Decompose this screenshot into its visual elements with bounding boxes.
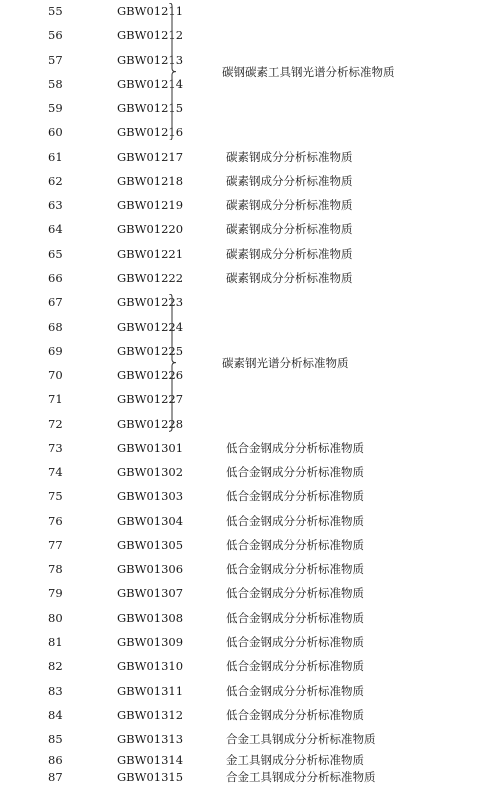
standard-code: GBW01301: [117, 440, 184, 455]
table-row: [0, 633, 500, 651]
row-number: 66: [48, 270, 63, 285]
table-row: [0, 682, 500, 700]
standard-code: GBW01212: [117, 28, 184, 43]
standard-code: GBW01225: [117, 343, 184, 358]
row-number: 68: [48, 319, 63, 334]
row-number: 84: [48, 707, 63, 722]
standard-description: 低合金钢成分分析标准物质: [226, 683, 364, 698]
standard-code: GBW01313: [117, 732, 184, 746]
standard-code: GBW01312: [117, 707, 184, 722]
standard-code: GBW01304: [117, 513, 184, 528]
table-row: [0, 220, 500, 238]
row-number: 82: [48, 659, 63, 674]
table-row: [0, 730, 500, 748]
standard-code: GBW01217: [117, 149, 184, 164]
standard-description: 低合金钢成分分析标准物质: [226, 513, 364, 528]
row-number: 59: [48, 101, 63, 116]
group-label: 碳素钢光谱分析标准物质: [222, 355, 349, 370]
standard-description: 低合金钢成分分析标准物质: [226, 610, 364, 625]
standard-description: 低合金钢成分分析标准物质: [226, 659, 364, 674]
row-number: 70: [48, 368, 63, 383]
table-row: [0, 245, 500, 263]
row-number: 61: [48, 149, 63, 164]
row-number: 62: [48, 173, 63, 188]
table-row: [0, 706, 500, 724]
table-row: [0, 196, 500, 214]
row-number: 65: [48, 246, 63, 261]
row-number: 87: [48, 770, 63, 784]
table-row: [0, 609, 500, 627]
standard-description: 合金工具钢成分分析标准物质: [226, 770, 376, 784]
row-number: 75: [48, 489, 63, 504]
standard-code: GBW01221: [117, 246, 184, 261]
table-row: [0, 269, 500, 287]
table-row: [0, 390, 500, 408]
table-row: [0, 584, 500, 602]
standard-description: 碳素钢成分分析标准物质: [226, 198, 353, 213]
standard-code: GBW01307: [117, 586, 184, 601]
standard-description: 低合金钢成分分析标准物质: [226, 465, 364, 480]
standard-description: 碳素钢成分分析标准物质: [226, 246, 353, 261]
row-number: 83: [48, 683, 63, 698]
table-row: [0, 512, 500, 530]
table-row: [0, 123, 500, 141]
standard-code: GBW01216: [117, 125, 184, 140]
row-number: 86: [48, 753, 63, 767]
table-row: [0, 657, 500, 675]
table-row: [0, 415, 500, 433]
table-row: [0, 293, 500, 311]
standard-code: GBW01218: [117, 173, 184, 188]
standard-description: 碳素钢成分分析标准物质: [226, 222, 353, 237]
standard-description: 低合金钢成分分析标准物质: [226, 635, 364, 650]
table-row: [0, 560, 500, 578]
table-row: [0, 318, 500, 336]
row-number: 78: [48, 562, 63, 577]
row-number: 55: [48, 4, 63, 18]
standard-code: GBW01303: [117, 489, 184, 504]
row-number: 63: [48, 198, 63, 213]
row-number: 60: [48, 125, 63, 140]
table-row: [0, 99, 500, 117]
row-number: 79: [48, 586, 63, 601]
row-number: 85: [48, 732, 63, 746]
standard-description: 金工具钢成分分析标准物质: [226, 753, 364, 767]
table-row: [0, 439, 500, 457]
standard-code: GBW01222: [117, 270, 184, 285]
row-number: 74: [48, 465, 63, 480]
standard-code: GBW01215: [117, 101, 184, 116]
standard-code: GBW01315: [117, 770, 184, 784]
table-row: [0, 148, 500, 166]
standard-code: GBW01219: [117, 198, 184, 213]
group-brace: [168, 3, 180, 140]
table-row: [0, 536, 500, 554]
standard-code: GBW01308: [117, 610, 184, 625]
group-brace: [168, 294, 180, 431]
standard-code: GBW01305: [117, 537, 184, 552]
standard-description: 合金工具钢成分分析标准物质: [226, 732, 376, 746]
standard-code: GBW01306: [117, 562, 184, 577]
standard-code: GBW01213: [117, 52, 184, 67]
standard-description: 低合金钢成分分析标准物质: [226, 562, 364, 577]
standard-description: 低合金钢成分分析标准物质: [226, 440, 364, 455]
row-number: 73: [48, 440, 63, 455]
row-number: 80: [48, 610, 63, 625]
standard-code: GBW01220: [117, 222, 184, 237]
row-number: 76: [48, 513, 63, 528]
row-number: 77: [48, 537, 63, 552]
row-number: 58: [48, 76, 63, 91]
group-label: 碳钢碳素工具钢光谱分析标准物质: [222, 64, 395, 79]
standard-code: GBW01226: [117, 368, 184, 383]
standard-code: GBW01309: [117, 635, 184, 650]
row-number: 71: [48, 392, 63, 407]
standard-code: GBW01310: [117, 659, 184, 674]
row-number: 72: [48, 416, 63, 431]
table-row: [0, 463, 500, 481]
table-row: [0, 768, 500, 786]
standard-code: GBW01228: [117, 416, 184, 431]
row-number: 56: [48, 28, 63, 43]
standard-description: 低合金钢成分分析标准物质: [226, 489, 364, 504]
table-row: [0, 751, 500, 769]
standard-code: GBW01211: [117, 4, 184, 18]
standard-description: 低合金钢成分分析标准物质: [226, 707, 364, 722]
row-number: 64: [48, 222, 63, 237]
standard-description: 低合金钢成分分析标准物质: [226, 586, 364, 601]
standard-code: GBW01311: [117, 683, 184, 698]
table-row: [0, 26, 500, 44]
standard-code: GBW01314: [117, 753, 184, 767]
standard-code: GBW01223: [117, 295, 184, 310]
table-row: [0, 2, 500, 20]
standard-code: GBW01227: [117, 392, 184, 407]
row-number: 69: [48, 343, 63, 358]
standard-code: GBW01302: [117, 465, 184, 480]
standard-code: GBW01214: [117, 76, 184, 91]
table-row: [0, 487, 500, 505]
standard-description: 碳素钢成分分析标准物质: [226, 173, 353, 188]
table-row: [0, 172, 500, 190]
row-number: 67: [48, 295, 63, 310]
standard-description: 碳素钢成分分析标准物质: [226, 270, 353, 285]
standard-description: 碳素钢成分分析标准物质: [226, 149, 353, 164]
standard-description: 低合金钢成分分析标准物质: [226, 537, 364, 552]
row-number: 57: [48, 52, 63, 67]
row-number: 81: [48, 635, 63, 650]
standard-code: GBW01224: [117, 319, 184, 334]
